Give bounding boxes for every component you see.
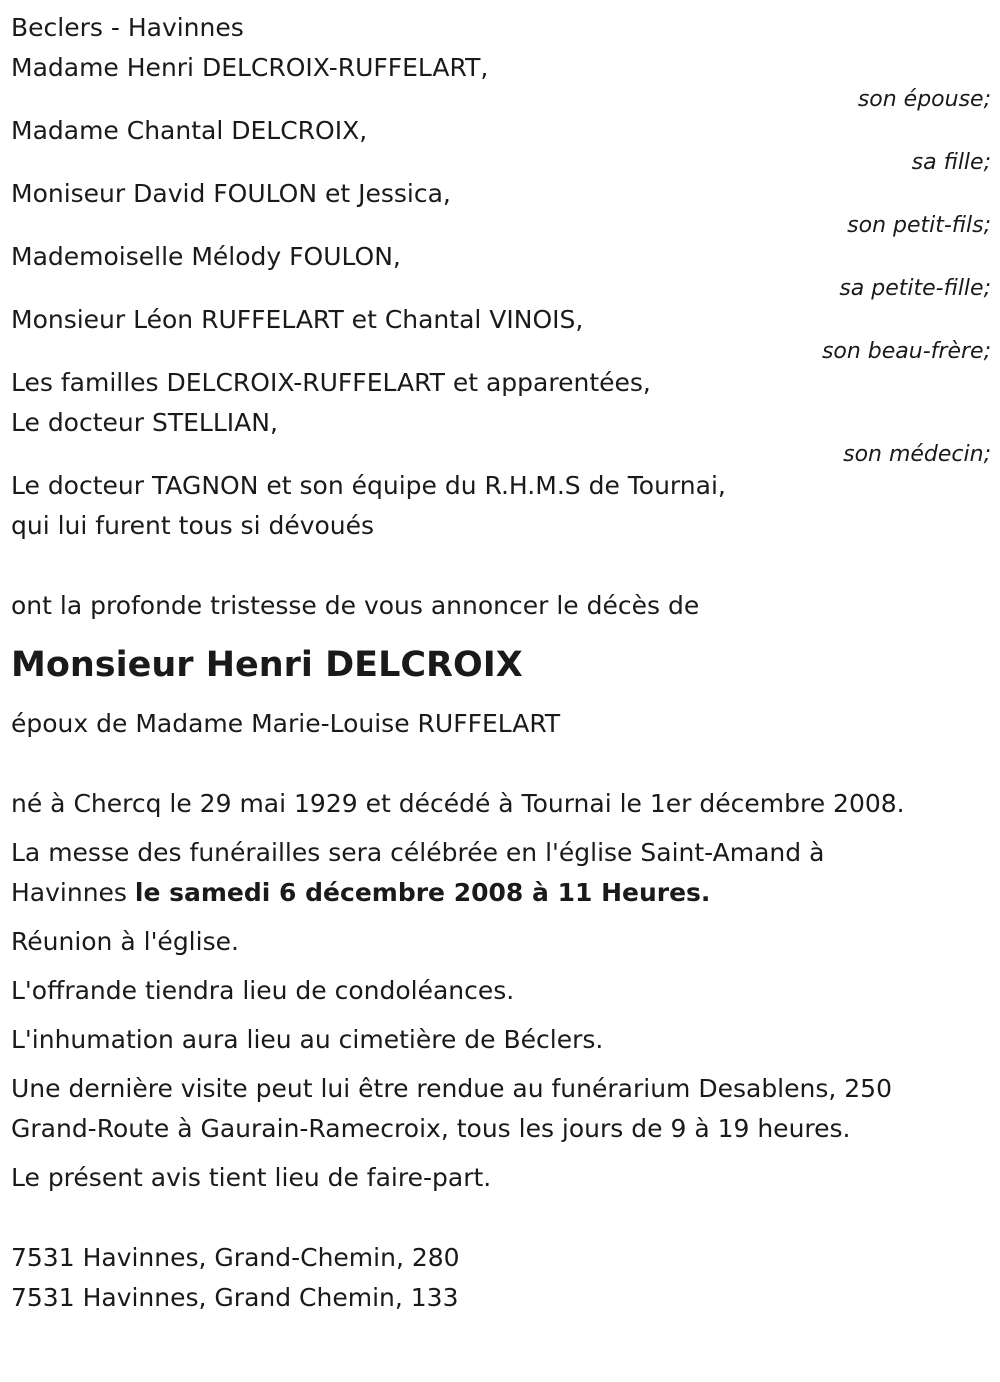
- obituary-document: [11, 8, 991, 1318]
- family-entry-name: qui lui furent tous si dévoués: [11, 511, 375, 540]
- family-entry-role: son petit-fils;: [847, 213, 991, 238]
- mass-line-1: La messe des funérailles sera célébrée en l'église Saint-Amand à: [11, 838, 825, 867]
- header-location: Beclers - Havinnes: [11, 13, 244, 42]
- family-entry-name: Moniseur David FOULON et Jessica,: [11, 179, 451, 208]
- family-entry-name: Madame Henri DELCROIX-RUFFELART,: [11, 53, 489, 82]
- family-entry-name: Le docteur STELLIAN,: [11, 408, 278, 437]
- meeting-info: Réunion à l'église.: [11, 927, 239, 956]
- family-entry-name: Mademoiselle Mélody FOULON,: [11, 242, 401, 271]
- offering-info: L'offrande tiendra lieu de condoléances.: [11, 976, 515, 1005]
- family-entry-role: son médecin;: [843, 442, 991, 467]
- family-entry-name: Madame Chantal DELCROIX,: [11, 116, 368, 145]
- family-entry-role: sa fille;: [911, 150, 991, 175]
- mass-date: le samedi 6 décembre 2008 à 11 Heures.: [134, 878, 711, 907]
- family-entry-role: son épouse;: [857, 87, 991, 112]
- burial-info: L'inhumation aura lieu au cimetière de Béclers.: [11, 1025, 604, 1054]
- family-entry-name: Les familles DELCROIX-RUFFELART et apparentées,: [11, 368, 651, 397]
- announcement: ont la profonde tristesse de vous annoncer le décès de: [11, 591, 700, 620]
- birth-death: né à Chercq le 29 mai 1929 et décédé à Tournai le 1er décembre 2008.: [11, 789, 905, 818]
- address-line: 7531 Havinnes, Grand Chemin, 133: [11, 1283, 459, 1312]
- family-entry-name: Monsieur Léon RUFFELART et Chantal VINOIS,: [11, 305, 584, 334]
- family-entry-name: Le docteur TAGNON et son équipe du R.H.M.S de Tournai,: [11, 471, 726, 500]
- visit-line-2: Grand-Route à Gaurain-Ramecroix, tous les jours de 9 à 19 heures.: [11, 1114, 851, 1143]
- mass-line-2: [11, 873, 991, 913]
- family-entry-role: son beau-frère;: [821, 339, 991, 364]
- spouse-line: époux de Madame Marie-Louise RUFFELART: [11, 709, 561, 738]
- notice: Le présent avis tient lieu de faire-part.: [11, 1163, 492, 1192]
- visit-line-1: Une dernière visite peut lui être rendue au funérarium Desablens, 250: [11, 1074, 892, 1103]
- deceased-name: Monsieur Henri DELCROIX: [11, 645, 523, 685]
- mass-place: Havinnes: [11, 878, 135, 907]
- family-entry-role: sa petite-fille;: [839, 276, 991, 301]
- address-line: 7531 Havinnes, Grand-Chemin, 280: [11, 1243, 460, 1272]
